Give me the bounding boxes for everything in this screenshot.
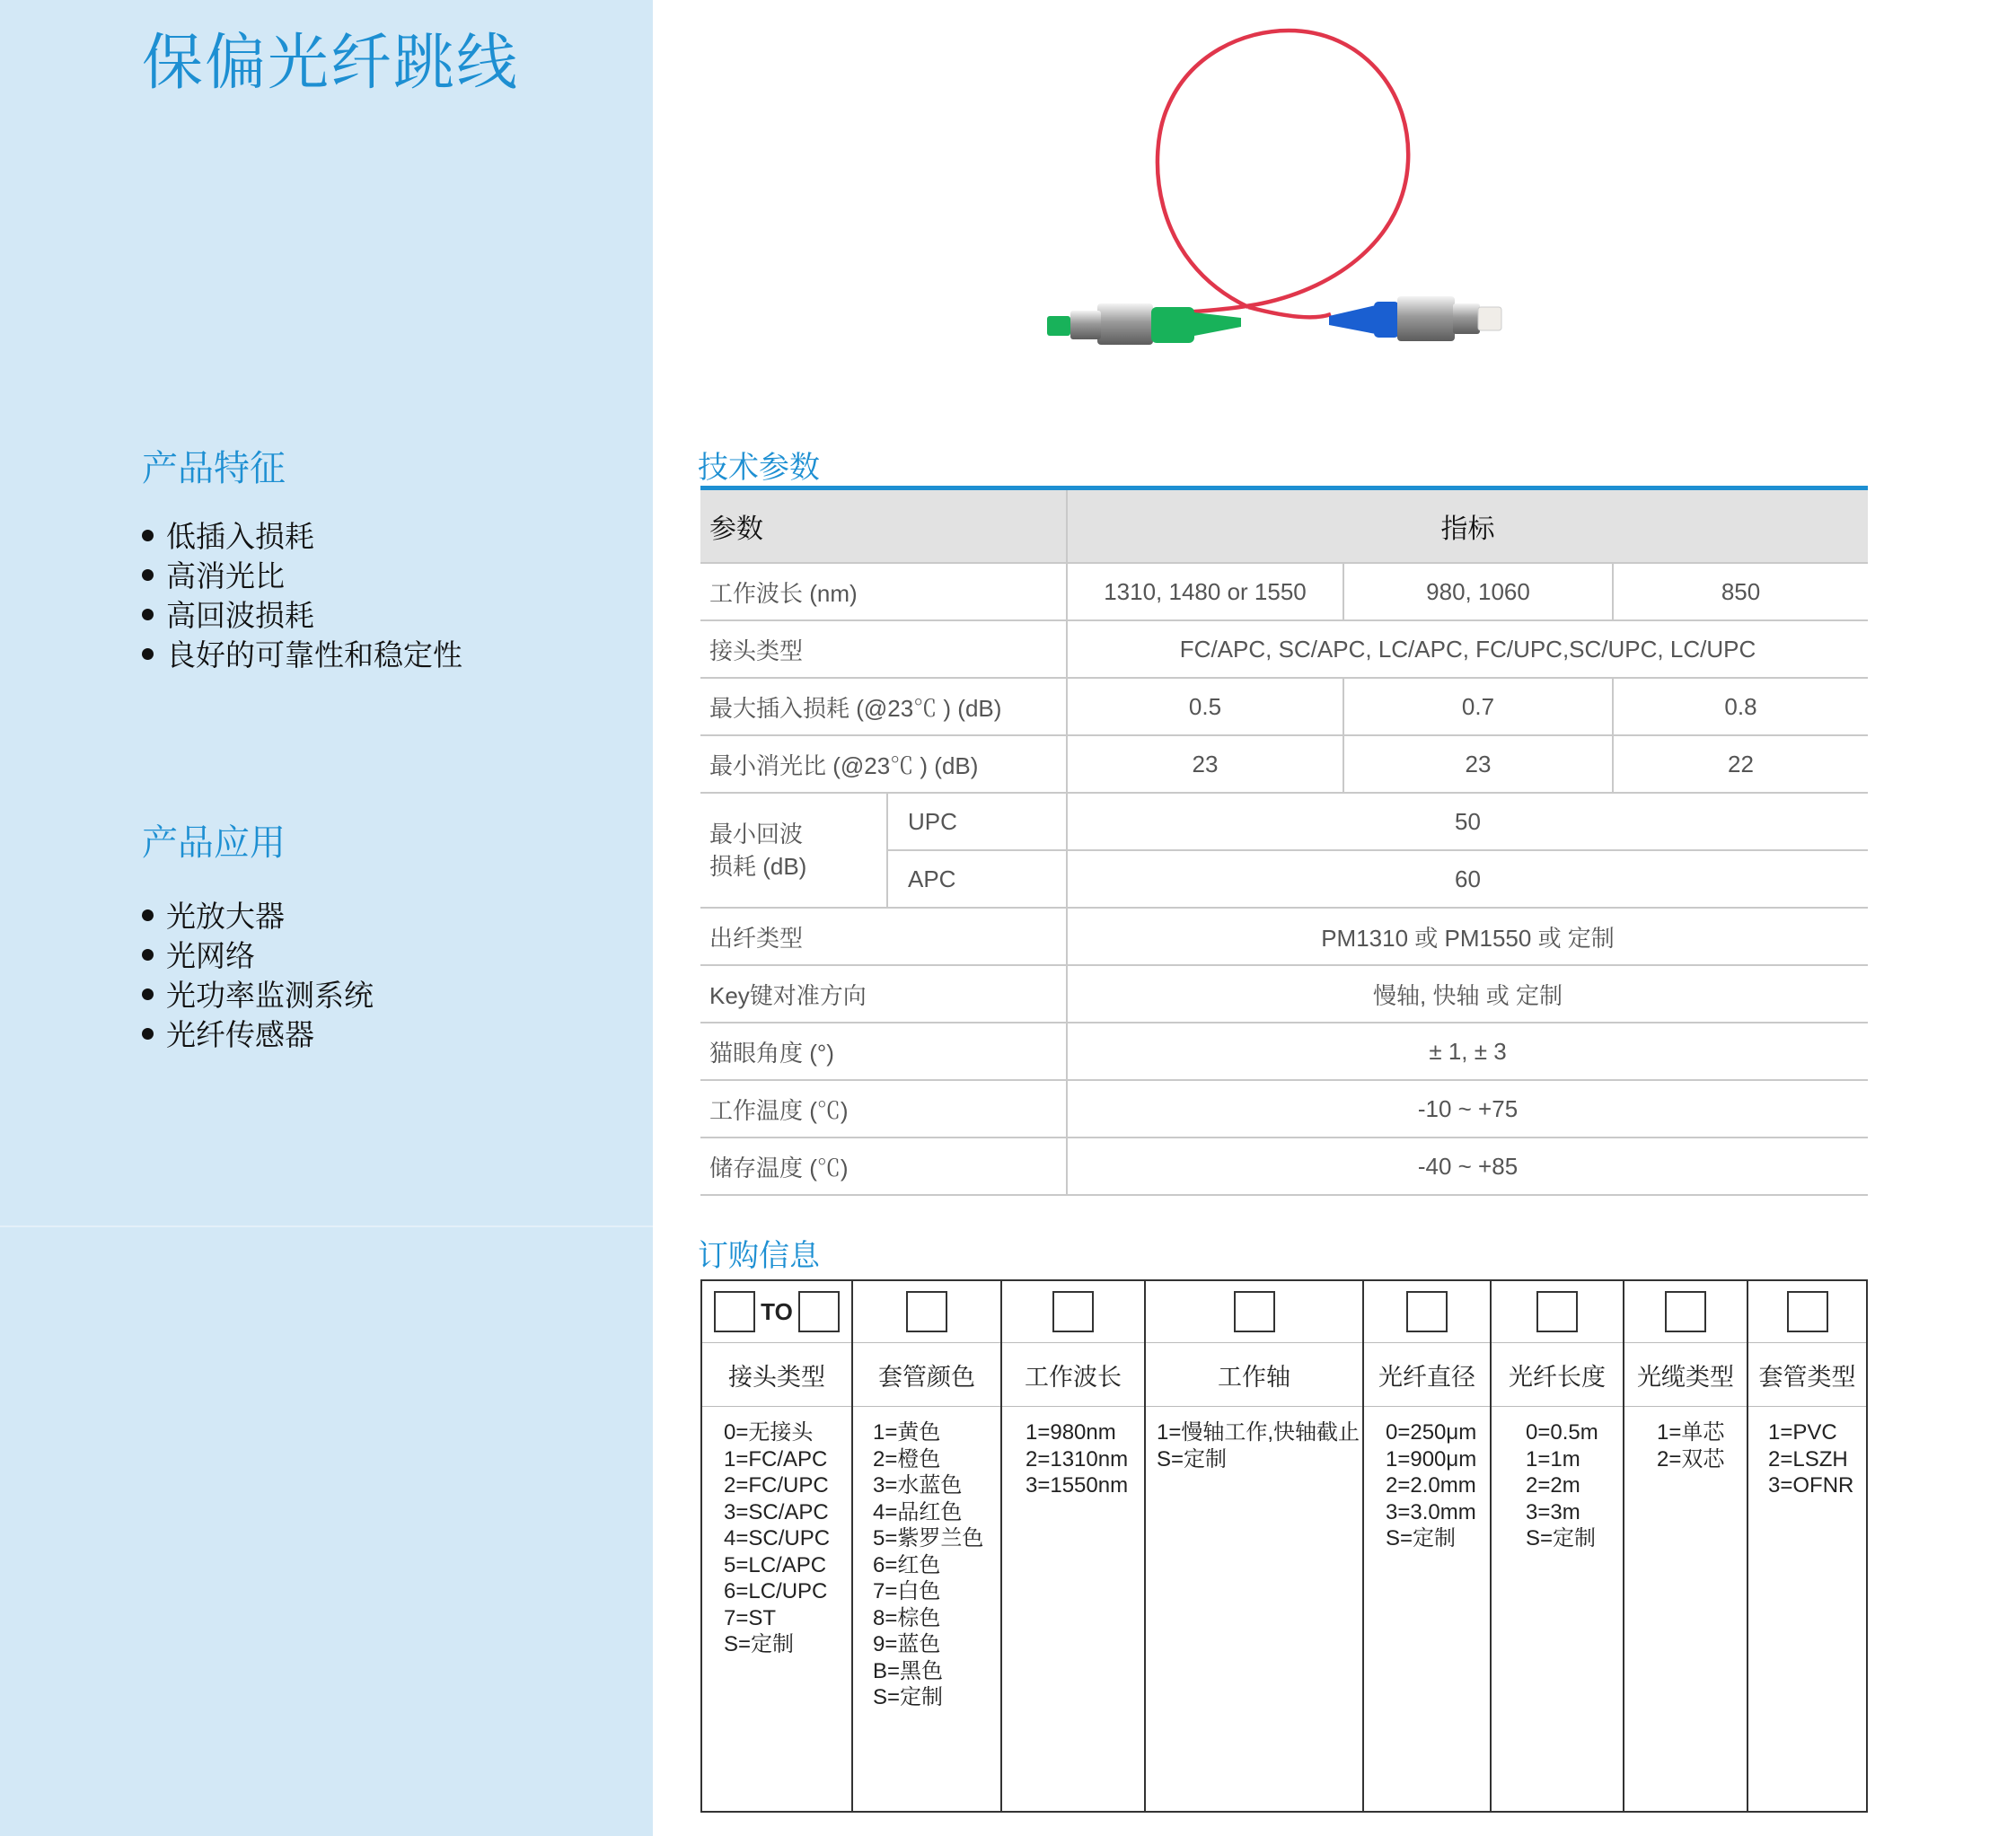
code-cell — [1624, 1280, 1747, 1343]
storage-temp-label: 储存温度 (℃) — [700, 1138, 1067, 1195]
fiber-type-label: 出纤类型 — [700, 908, 1067, 965]
extinction-label: 最小消光比 (@23℃ ) (dB) — [700, 735, 1067, 793]
code-box — [1406, 1291, 1448, 1332]
feature-item: 高消光比 — [142, 557, 462, 596]
options-list — [853, 1407, 1000, 1711]
options-cell — [1624, 1407, 1747, 1813]
code-box — [798, 1291, 840, 1332]
application-item: 光网络 — [142, 936, 374, 976]
option-item: 2=1310nm — [1026, 1446, 1129, 1471]
options-list — [1492, 1407, 1623, 1552]
option-item: 5=紫罗兰色 — [873, 1526, 984, 1550]
connector-label: 接头类型 — [700, 620, 1067, 678]
table-row — [700, 1080, 1868, 1138]
option-item: 3=3.0mm — [1386, 1499, 1476, 1524]
option-item: 2=橙色 — [873, 1446, 941, 1471]
option-item: 2=LSZH — [1768, 1446, 1848, 1471]
insertion-loss-value: 0.7 — [1343, 678, 1613, 735]
table-row — [700, 1138, 1868, 1195]
table-row — [700, 563, 1868, 620]
code-cell — [701, 1280, 852, 1343]
upc-label: UPC — [887, 793, 1067, 850]
option-item: 1=PVC — [1768, 1420, 1837, 1445]
column-name: 套管类型 — [1747, 1343, 1867, 1407]
option-item: 3=OFNR — [1768, 1473, 1854, 1498]
storage-temp-value: -40 ~ +85 — [1067, 1138, 1868, 1195]
options-list — [1624, 1407, 1747, 1472]
option-item: 7=ST — [724, 1605, 777, 1630]
column-name: 工作轴 — [1145, 1343, 1363, 1407]
option-item: 8=棕色 — [873, 1605, 941, 1630]
application-item: 光放大器 — [142, 897, 374, 936]
code-cell — [1491, 1280, 1624, 1343]
features-list — [142, 517, 462, 675]
column-name: 接头类型 — [701, 1343, 852, 1407]
insertion-loss-value: 0.8 — [1613, 678, 1868, 735]
patch-cord-image — [1042, 18, 1527, 359]
code-box-row — [701, 1280, 1867, 1343]
code-box — [714, 1291, 755, 1332]
wavelength-value: 980, 1060 — [1343, 563, 1613, 620]
applications-list — [142, 897, 374, 1055]
return-loss-label-line1: 最小回波 — [709, 821, 804, 848]
code-box — [1787, 1291, 1828, 1332]
option-item: 7=白色 — [873, 1579, 941, 1603]
options-list — [1364, 1407, 1490, 1552]
option-item: S=定制 — [1526, 1526, 1597, 1550]
option-item: B=黑色 — [873, 1658, 944, 1683]
column-name-row — [701, 1343, 1867, 1407]
option-item: 2=2.0mm — [1386, 1473, 1476, 1498]
operating-temp-value: -10 ~ +75 — [1067, 1080, 1868, 1138]
cat-eye-value: ± 1, ± 3 — [1067, 1023, 1868, 1080]
page-title: 保偏光纤跳线 — [142, 28, 520, 99]
options-cell — [1747, 1407, 1867, 1813]
indicator-header: 指标 — [1067, 490, 1868, 563]
param-header: 参数 — [700, 490, 1067, 563]
code-cell — [1747, 1280, 1867, 1343]
option-item: S=定制 — [873, 1685, 944, 1709]
option-item: 1=慢轴工作,快轴截止 — [1157, 1420, 1360, 1445]
apc-label: APC — [887, 850, 1067, 908]
key-alignment-value: 慢轴, 快轴 或 定制 — [1067, 965, 1868, 1023]
fiber-type-value: PM1310 或 PM1550 或 定制 — [1067, 908, 1868, 965]
option-item: 3=3m — [1526, 1499, 1580, 1524]
option-item: S=定制 — [724, 1632, 795, 1656]
spec-header-row — [700, 490, 1868, 563]
option-item: 2=FC/UPC — [724, 1473, 829, 1498]
options-list — [1748, 1407, 1866, 1499]
sidebar-divider — [0, 1225, 653, 1227]
wavelength-value: 1310, 1480 or 1550 — [1067, 563, 1343, 620]
option-item: 3=水蓝色 — [873, 1473, 963, 1498]
return-loss-label-line2: 损耗 (dB) — [709, 853, 807, 880]
table-row — [700, 735, 1868, 793]
feature-item: 良好的可靠性和稳定性 — [142, 636, 462, 675]
insertion-loss-value: 0.5 — [1067, 678, 1343, 735]
option-item: 1=980nm — [1026, 1420, 1116, 1445]
specs-heading: 技术参数 — [698, 450, 820, 486]
column-name: 套管颜色 — [852, 1343, 1001, 1407]
option-item: 2=2m — [1526, 1473, 1580, 1498]
code-box — [1665, 1291, 1706, 1332]
options-cell — [701, 1407, 852, 1813]
option-item: 4=SC/UPC — [724, 1526, 831, 1550]
return-loss-label — [700, 793, 887, 908]
extinction-value: 22 — [1613, 735, 1868, 793]
table-row — [700, 1023, 1868, 1080]
option-item: 1=单芯 — [1657, 1420, 1725, 1445]
table-row — [700, 908, 1868, 965]
insertion-loss-label: 最大插入损耗 (@23℃ ) (dB) — [700, 678, 1067, 735]
options-cell — [1145, 1407, 1363, 1813]
code-cell — [852, 1280, 1001, 1343]
blue-connector — [1329, 296, 1501, 341]
option-item: 3=1550nm — [1026, 1473, 1129, 1498]
code-box — [1052, 1291, 1094, 1332]
code-cell — [1145, 1280, 1363, 1343]
ordering-heading: 订购信息 — [698, 1238, 820, 1274]
code-cell — [1363, 1280, 1491, 1343]
wavelength-value: 850 — [1613, 563, 1868, 620]
options-cell — [852, 1407, 1001, 1813]
connector-value: FC/APC, SC/APC, LC/APC, FC/UPC,SC/UPC, LC/UPC — [1067, 620, 1868, 678]
options-list — [1146, 1407, 1362, 1472]
option-item: 4=品红色 — [873, 1499, 963, 1524]
code-box — [1536, 1291, 1578, 1332]
apc-value: 60 — [1067, 850, 1868, 908]
features-heading: 产品特征 — [142, 448, 286, 489]
extinction-value: 23 — [1343, 735, 1613, 793]
option-item: 9=蓝色 — [873, 1632, 941, 1656]
option-item: 2=双芯 — [1657, 1446, 1725, 1471]
applications-heading: 产品应用 — [142, 822, 286, 864]
wavelength-label: 工作波长 (nm) — [700, 563, 1067, 620]
option-item: 1=黄色 — [873, 1420, 941, 1445]
feature-item: 高回波损耗 — [142, 596, 462, 636]
application-item: 光功率监测系统 — [142, 976, 374, 1015]
option-item: S=定制 — [1157, 1446, 1228, 1471]
option-item: 5=LC/APC — [724, 1552, 827, 1577]
fiber-cable-right — [1248, 307, 1331, 317]
options-cell — [1001, 1407, 1145, 1813]
key-alignment-label: Key键对准方向 — [700, 965, 1067, 1023]
options-list — [1002, 1407, 1144, 1499]
option-item: 0=0.5m — [1526, 1420, 1598, 1445]
option-item: 1=FC/APC — [724, 1446, 828, 1471]
cat-eye-label: 猫眼角度 (°) — [700, 1023, 1067, 1080]
option-item: 6=红色 — [873, 1552, 941, 1577]
column-name: 光缆类型 — [1624, 1343, 1747, 1407]
feature-item: 低插入损耗 — [142, 517, 462, 557]
table-row — [700, 793, 1868, 850]
table-row — [700, 620, 1868, 678]
to-label: TO — [761, 1297, 793, 1325]
option-item: 6=LC/UPC — [724, 1579, 828, 1603]
option-item: 0=250μm — [1386, 1420, 1477, 1445]
column-name: 光纤直径 — [1363, 1343, 1491, 1407]
options-list — [702, 1407, 851, 1658]
option-item: S=定制 — [1386, 1526, 1457, 1550]
option-item: 1=900μm — [1386, 1446, 1477, 1471]
ordering-table — [700, 1279, 1868, 1813]
options-cell — [1363, 1407, 1491, 1813]
table-row — [700, 678, 1868, 735]
options-cell — [1491, 1407, 1624, 1813]
code-box — [1234, 1291, 1275, 1332]
operating-temp-label: 工作温度 (℃) — [700, 1080, 1067, 1138]
column-name: 工作波长 — [1001, 1343, 1145, 1407]
option-item: 0=无接头 — [724, 1420, 814, 1445]
spec-table — [700, 490, 1868, 1196]
option-item: 1=1m — [1526, 1446, 1580, 1471]
code-box — [906, 1291, 947, 1332]
column-name: 光纤长度 — [1491, 1343, 1624, 1407]
option-item: 3=SC/APC — [724, 1499, 829, 1524]
extinction-value: 23 — [1067, 735, 1343, 793]
options-row — [701, 1407, 1867, 1813]
table-row — [700, 965, 1868, 1023]
code-cell — [1001, 1280, 1145, 1343]
fiber-cable — [1140, 31, 1408, 312]
application-item: 光纤传感器 — [142, 1015, 374, 1055]
upc-value: 50 — [1067, 793, 1868, 850]
